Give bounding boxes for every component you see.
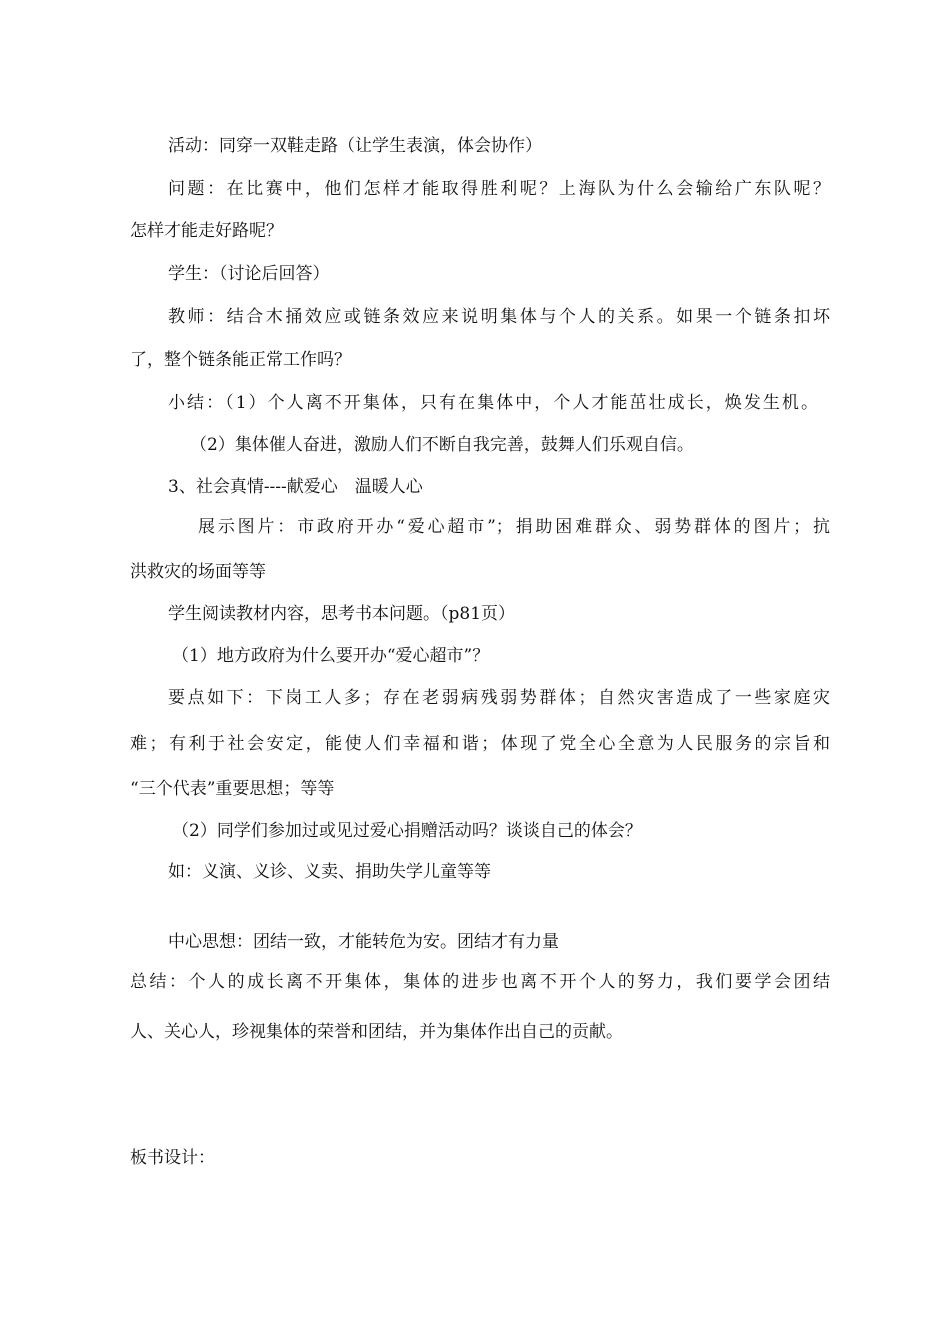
show-pictures-line-1: 展示图片：市政府开办“爱心超市”；捐助困难群众、弱势群体的图片；抗 [198,517,830,537]
question-1-line: （1）地方政府为什么要开办“爱心超市”？ [172,646,490,666]
summary-point-1: 小结：（1）个人离不开集体，只有在集体中，个人才能茁壮成长，焕发生机。 [168,393,818,413]
student-line: 学生：（讨论后回答） [168,264,330,284]
section-heading-3: 3、社会真情----献爱心 温暖人心 [168,477,423,497]
key-points-line-1: 要点如下：下岗工人多；存在老弱病残弱势群体；自然灾害造成了一些家庭灾 [168,688,830,708]
key-points-line-2: 难；有利于社会安定，能使人们幸福和谐；体现了党全心全意为人民服务的宗旨和 [130,734,830,754]
activity-line: 活动：同穿一双鞋走路（让学生表演，体会协作） [168,136,542,156]
show-pictures-line-2: 洪救灾的场面等等 [130,562,266,582]
conclusion-line-2: 人、关心人，珍视集体的荣誉和团结，并为集体作出自己的贡献。 [130,1022,623,1042]
teacher-line-2: 了，整个链条能正常工作吗？ [130,350,351,370]
teacher-line-1: 教师：结合木捅效应或链条效应来说明集体与个人的关系。如果一个链条扣坏 [168,307,830,327]
key-points-line-3: “三个代表”重要思想；等等 [130,779,335,799]
summary-point-2: （2）集体催人奋进，激励人们不断自我完善，鼓舞人们乐观自信。 [190,435,694,455]
student-reading-line: 学生阅读教材内容，思考书本问题。（p81页） [168,604,516,624]
question-line-2: 怎样才能走好路呢？ [130,221,283,241]
examples-line: 如：义演、义诊、义卖、捐助失学儿童等等 [168,862,491,882]
question-line-1: 问题：在比赛中，他们怎样才能取得胜利呢？上海队为什么会输给广东队呢？ [168,179,830,199]
conclusion-line-1: 总结：个人的成长离不开集体，集体的进步也离不开个人的努力，我们要学会团结 [130,972,830,992]
board-design-heading: 板书设计： [130,1148,215,1168]
question-2-line: （2）同学们参加过或见过爱心捐赠活动吗？谈谈自己的体会？ [172,821,642,841]
central-idea-line: 中心思想：团结一致，才能转危为安。团结才有力量 [168,932,559,952]
